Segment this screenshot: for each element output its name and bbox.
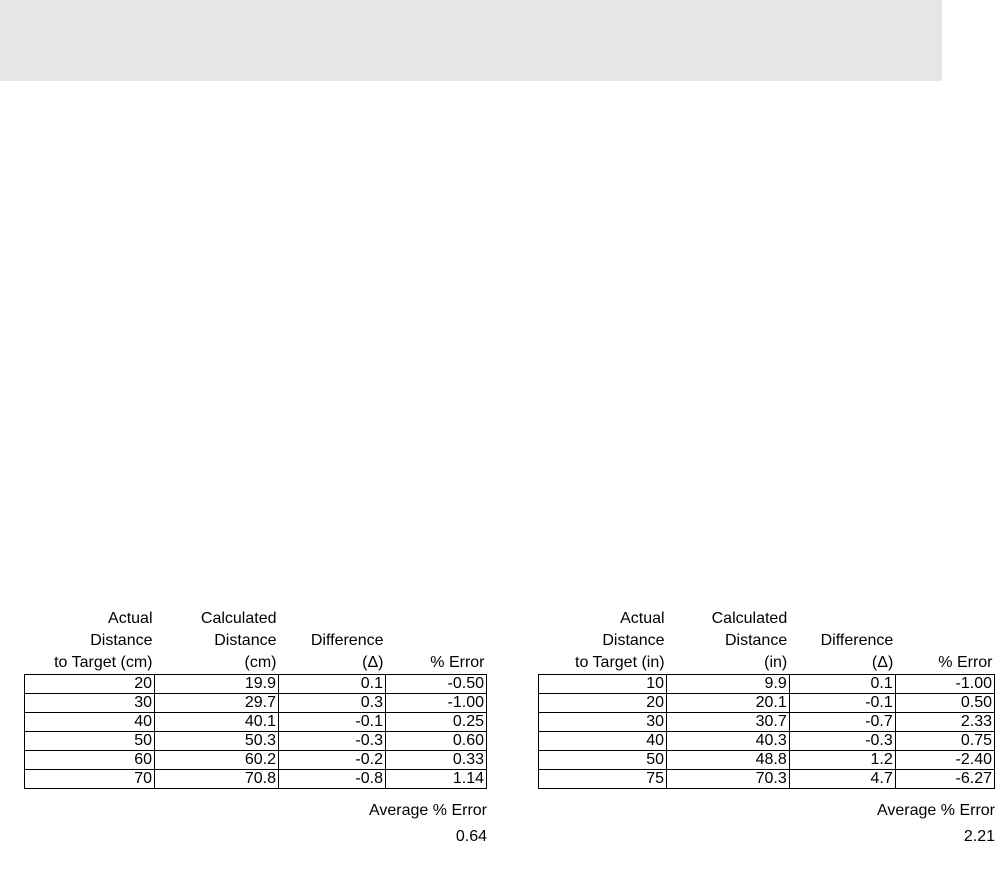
column-header-blank [386,630,487,652]
table-cell: 50 [25,732,155,751]
table-cell: 19.9 [155,675,279,694]
column-header-blank [789,608,895,630]
table-cell: 70.3 [667,770,790,789]
column-header: Distance [90,632,153,649]
table-cell: 30.7 [667,713,790,732]
column-header: Actual [620,610,665,627]
header-row [539,652,995,675]
header-row [539,608,995,630]
table-cell: -1.00 [386,694,487,713]
table-cell: 20 [25,675,155,694]
column-header: Difference [820,632,894,649]
header-row [25,652,487,675]
table-cell: 20.1 [667,694,790,713]
average-error-value: 2.21 [963,828,995,845]
table-cell: 70.8 [155,770,279,789]
table-cell: 29.7 [155,694,279,713]
average-error-label: Average % Error [877,802,995,819]
cm-error-table [24,608,487,789]
header-row [539,630,995,652]
column-header: Distance [724,632,788,649]
column-header: (Δ) [871,654,894,671]
column-header-blank [895,630,994,652]
table-row [539,770,995,789]
table-cell: 40.3 [667,732,790,751]
column-header: (in) [764,654,788,671]
table-cell: 0.1 [279,675,386,694]
header-row [25,630,487,652]
table-cell: 40 [539,732,667,751]
table-cell: -1.00 [895,675,994,694]
column-header: Difference [310,632,384,649]
table-cell: 0.3 [279,694,386,713]
table-row [25,732,487,751]
table-cell: 30 [539,713,667,732]
table-row [539,713,995,732]
table-cell: 4.7 [789,770,895,789]
column-header: % Error [938,654,993,671]
table-cell: -0.3 [279,732,386,751]
table-cell: 1.2 [789,751,895,770]
table-cell: 1.14 [386,770,487,789]
table-cell: -0.1 [789,694,895,713]
column-header: Distance [602,632,665,649]
table-cell: 0.75 [895,732,994,751]
column-header-blank [386,608,487,630]
table-cell: 0.33 [386,751,487,770]
table-cell: 30 [25,694,155,713]
table-cell: 0.25 [386,713,487,732]
cm-table-block [24,608,487,848]
table-cell: 70 [25,770,155,789]
table-cell: -2.40 [895,751,994,770]
table-cell: -0.8 [279,770,386,789]
table-cell: 0.60 [386,732,487,751]
table-cell: 50 [539,751,667,770]
table-row [25,770,487,789]
column-header: Actual [108,610,153,627]
table-row [539,694,995,713]
table-cell: 48.8 [667,751,790,770]
table-row [25,694,487,713]
table-cell: 0.50 [895,694,994,713]
column-header: to Target (cm) [54,654,153,671]
table-cell: -6.27 [895,770,994,789]
average-error-value: 0.64 [455,828,487,845]
column-header: Calculated [200,610,277,627]
table-row [25,751,487,770]
table-cell: 2.33 [895,713,994,732]
table-cell: 60.2 [155,751,279,770]
header-row [25,608,487,630]
table-cell: 0.1 [789,675,895,694]
table-row [25,713,487,732]
column-header: Calculated [711,610,788,627]
average-error-summary [538,800,995,848]
table-cell: 60 [25,751,155,770]
average-error-label: Average % Error [369,802,487,819]
table-cell: 9.9 [667,675,790,694]
table-cell: 10 [539,675,667,694]
table-row [539,751,995,770]
table-cell: 40 [25,713,155,732]
column-header: to Target (in) [575,654,665,671]
table-cell: 75 [539,770,667,789]
in-error-table [538,608,995,789]
in-table-block [538,608,995,848]
table-row [539,732,995,751]
table-row [539,675,995,694]
column-header: Distance [214,632,277,649]
column-header: (Δ) [362,654,384,671]
column-header: % Error [430,654,485,671]
table-cell: -0.2 [279,751,386,770]
table-row [25,675,487,694]
table-cell: 40.1 [155,713,279,732]
column-header-blank [279,608,386,630]
table-cell: -0.3 [789,732,895,751]
table-cell: -0.50 [386,675,487,694]
table-cell: 50.3 [155,732,279,751]
header-band [0,0,942,81]
average-error-summary [24,800,487,848]
table-cell: 20 [539,694,667,713]
column-header-blank [895,608,994,630]
table-cell: -0.7 [789,713,895,732]
table-cell: -0.1 [279,713,386,732]
column-header: (cm) [244,654,277,671]
